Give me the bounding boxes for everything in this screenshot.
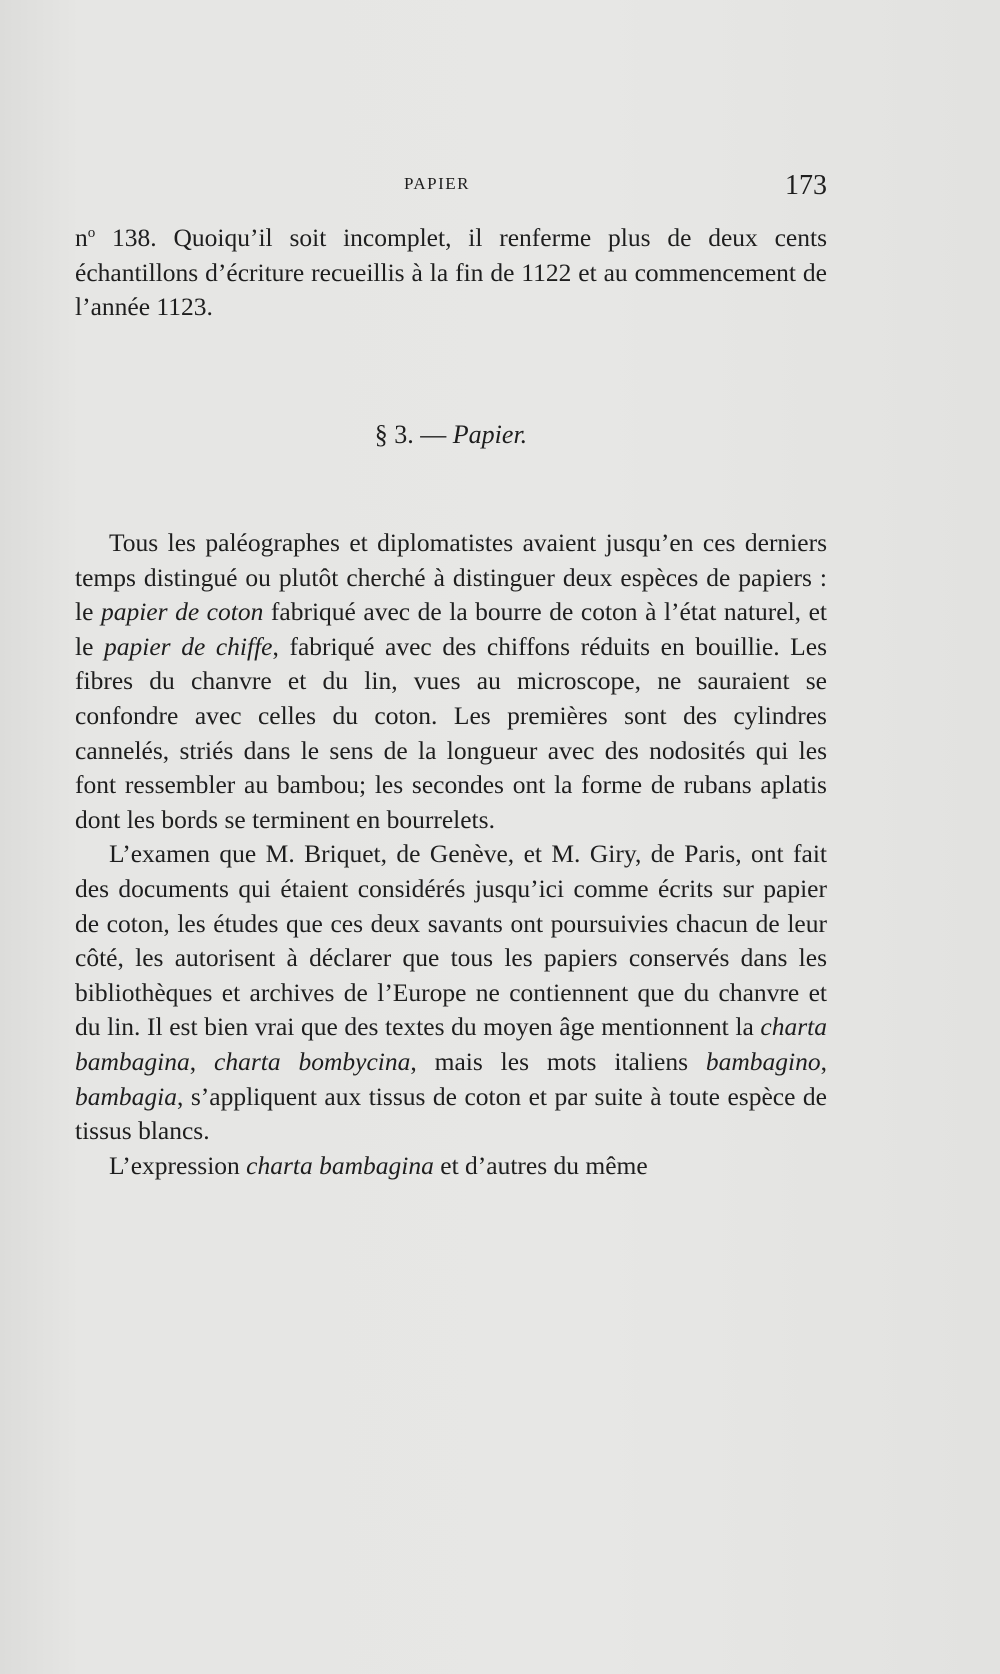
page-number: 173 [785, 170, 827, 201]
section-number: § 3. — [374, 420, 447, 449]
paragraph-2 [75, 837, 827, 1148]
number-abbrev: n [75, 223, 88, 252]
text-run: , s’appliquent aux tissus de coton et par suite à toute espèce de tissus blancs. [75, 1081, 827, 1146]
text-run: L’expression [109, 1150, 247, 1180]
italic-run: charta bambagina [75, 1012, 827, 1076]
paragraph-3 [75, 1149, 827, 1184]
italic-run: papier de coton [100, 597, 264, 627]
text-run: Tous les paléographes et diplomatistes avaient jusqu’en ces derniers temps distingué ou plutôt cherché à distinguer deux espèces de papiers : le [75, 528, 827, 627]
continuation-text: 138. Quoiqu’il soit incomplet, il renferme plus de deux cents échantillons d’écriture recueillis à la fin de 1122 et au commencement de l’année 1123. [75, 223, 827, 322]
text-run: L’examen que M. Briquet, de Genève, et M. Giry, de Paris, ont fait des documents qui étaient considérés jusqu’ici comme écrits sur papier de coton, les études que ces deux savants ont poursuivies chacun de leur côté, les autorisent à déclarer que tous les papiers conservés dans les bibliothèques et archives de l’Europe ne contiennent que du chanvre et du lin. Il est bien vrai que des textes du moyen âge mentionnent la [75, 839, 827, 1042]
paragraph-1 [75, 526, 827, 837]
italic-run: charta bombycina [214, 1046, 411, 1076]
text-run: , fabriqué avec des chiffons réduits en bouillie. Les fibres du chanvre et du lin, vues au microscope, ne sauraient se confondre avec celles du coton. Les premières sont des cylindres cannelés, striés dans le sens de la longueur avec des nodosités qui les font ressembler au bambou; les secondes ont la forme de rubans aplatis dont les bords se terminent en bourrelets. [75, 631, 827, 834]
number-abbrev-superscript: o [87, 225, 96, 241]
italic-run: bambagino [705, 1046, 821, 1076]
continuation-paragraph [75, 216, 827, 325]
page-header [75, 170, 827, 200]
italic-run: bambagia [75, 1081, 177, 1111]
text-run: , mais les mots italiens [410, 1046, 706, 1076]
italic-run: papier de chiffe [104, 631, 273, 661]
body-text [75, 526, 827, 1183]
italic-run: charta bambagina [246, 1150, 434, 1180]
section-title: Papier. [452, 420, 528, 449]
section-heading [75, 420, 827, 450]
text-run: , [189, 1046, 215, 1076]
running-title: PAPIER [404, 174, 471, 193]
text-run: fabriqué avec de la bourre de coton à l’état naturel, et le [75, 597, 827, 661]
text-run: et d’autres du même [433, 1150, 648, 1180]
text-run: , [820, 1046, 828, 1076]
